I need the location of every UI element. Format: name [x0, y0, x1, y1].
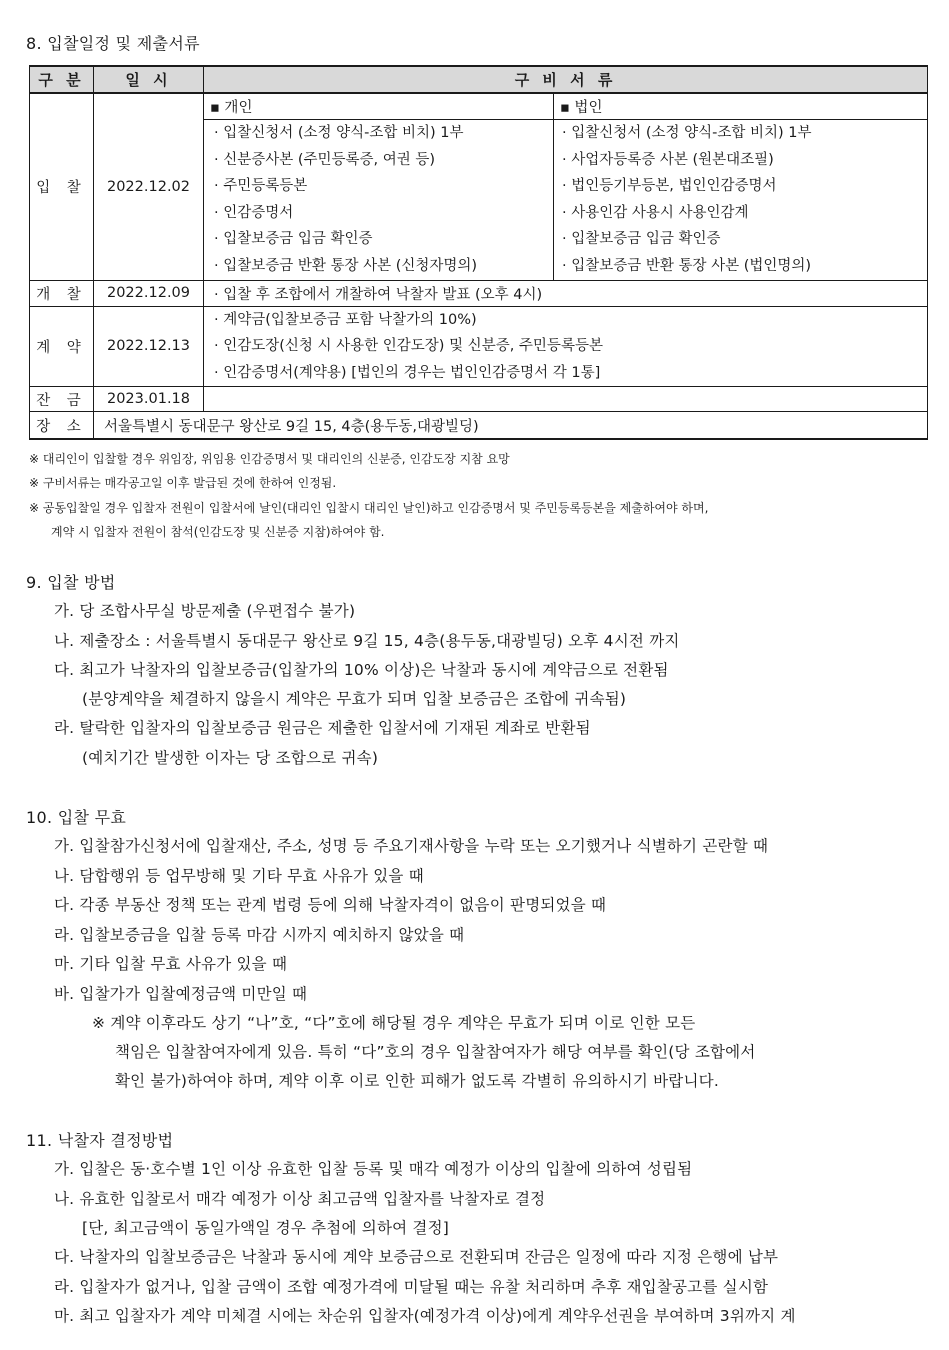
table-row-bid: [30, 93, 928, 120]
opening-detail: · 입찰 후 조합에서 개찰하여 낙찰자 발표 (오후 4시): [204, 280, 928, 306]
note-joint-bid-cont: 계약 시 입찰자 전원이 참석(인감도장 및 신분증 지참)하여야 함.: [51, 525, 385, 539]
note-line: 확인 불가)하여야 하며, 계약 이후 이로 인한 피해가 없도록 각별히 유의하시기 바랍니다.: [115, 1072, 719, 1090]
list-item: · 주민등록등본: [214, 178, 308, 195]
list-item: 나. 담합행위 등 업무방해 및 기타 무효 사유가 있을 때: [54, 867, 424, 885]
header-documents: 구 비 서 류: [204, 66, 928, 93]
list-item: 다. 최고가 낙찰자의 입찰보증금(입찰가의 10% 이상)은 낙찰과 동시에 계약금으로 전환됨: [54, 661, 669, 679]
list-item: 마. 최고 입찰자가 계약 미체결 시에는 차순위 입찰자(예정가격 이상)에게 계약우선권을 부여하며 3위까지 계: [54, 1307, 796, 1325]
header-datetime: 일 시: [94, 66, 204, 93]
list-item: · 입찰신청서 (소정 양식-조합 비치) 1부: [562, 125, 812, 141]
list-item: · 사업자등록증 사본 (원본대조필): [562, 151, 774, 168]
balance-date: 2023.01.18: [94, 387, 204, 412]
contract-date: 2022.12.13: [94, 306, 204, 387]
opening-date: 2022.12.09: [94, 280, 204, 306]
individual-header: ▪ 개인: [204, 93, 554, 120]
list-item: · 인감증명서: [214, 204, 294, 221]
list-item: 가. 입찰은 동·호수별 1인 이상 유효한 입찰 등록 및 매각 예정가 이상의 입찰에 의하여 성립됨: [54, 1160, 693, 1178]
individual-docs: [204, 120, 554, 281]
list-item: · 사용인감 사용시 사용인감계: [562, 204, 749, 221]
balance-label: 잔 금: [30, 387, 94, 412]
list-item: · 계약금(입찰보증금 포함 낙찰가의 10%): [214, 311, 477, 328]
list-item: 바. 입찰가가 입찰예정금액 미만일 때: [54, 985, 308, 1003]
list-item: · 입찰보증금 입금 확인증: [214, 231, 373, 248]
corporate-header: ▪ 법인: [554, 93, 928, 120]
note-documents: ※ 구비서류는 매각공고일 이후 발급된 것에 한하여 인정됨.: [29, 476, 337, 490]
note-proxy: ※ 대리인이 입찰할 경우 위임장, 위임용 인감증명서 및 대리인의 신분증, 인감도장 지참 요망: [29, 452, 510, 466]
bid-date: 2022.12.02: [94, 93, 204, 280]
list-item: 다. 낙찰자의 입찰보증금은 낙찰과 동시에 계약 보증금으로 전환되며 잔금은 일정에 따라 지정 은행에 납부: [54, 1248, 779, 1266]
list-item: 라. 탈락한 입찰자의 입찰보증금 원금은 제출한 입찰서에 기재된 계좌로 반환됨: [54, 719, 591, 737]
note-line: ※ 계약 이후라도 상기 “나”호, “다”호에 해당될 경우 계약은 무효가 되며 이로 인한 모든: [92, 1014, 696, 1032]
table-row-contract: [30, 306, 928, 387]
list-item: 다. 각종 부동산 정책 또는 관계 법령 등에 의해 낙찰자격이 없음이 판명되었을 때: [54, 896, 607, 914]
table-header-row: [30, 66, 928, 93]
list-item: (분양계약을 체결하지 않을시 계약은 무효가 되며 입찰 보증금은 조합에 귀속됨): [82, 690, 627, 708]
list-item: 나. 제출장소 : 서울특별시 동대문구 왕산로 9길 15, 4층(용두동,대광빌딩) 오후 4시전 까지: [54, 632, 680, 650]
corporate-docs: [554, 120, 928, 281]
place-label: 장 소: [30, 412, 94, 440]
section-9-title: 9. 입찰 방법: [26, 573, 116, 592]
list-item: · 입찰보증금 반환 통장 사본 (법인명의): [562, 257, 812, 274]
list-item: 가. 당 조합사무실 방문제출 (우편접수 불가): [54, 602, 356, 620]
list-item: · 법인등기부등본, 법인인감증명서: [562, 178, 777, 195]
balance-empty: [204, 387, 928, 412]
header-category: 구 분: [30, 66, 94, 93]
section-8-title: 8. 입찰일정 및 제출서류: [26, 34, 200, 53]
list-item: [단, 최고금액이 동일가액일 경우 추첨에 의하여 결정]: [82, 1219, 450, 1237]
table-row-balance: [30, 387, 928, 412]
contract-docs: [204, 306, 928, 387]
table-row-place: [30, 412, 928, 440]
list-item: · 신분증사본 (주민등록증, 여권 등): [214, 151, 436, 168]
list-item: · 입찰보증금 반환 통장 사본 (신청자명의): [214, 257, 478, 274]
schedule-table: [29, 65, 928, 440]
list-item: 가. 입찰참가신청서에 입찰재산, 주소, 성명 등 주요기재사항을 누락 또는 오기했거나 식별하기 곤란할 때: [54, 837, 769, 855]
note-line: 책임은 입찰참여자에게 있음. 특히 “다”호의 경우 입찰참여자가 해당 여부를 확인(당 조합에서: [115, 1043, 756, 1061]
section-10-title: 10. 입찰 무효: [26, 808, 127, 827]
section-11-title: 11. 낙찰자 결정방법: [26, 1131, 174, 1150]
place-value: 서울특별시 동대문구 왕산로 9길 15, 4층(용두동,대광빌딩): [94, 412, 928, 440]
list-item: (예치기간 발생한 이자는 당 조합으로 귀속): [82, 749, 379, 767]
list-item: · 인감도장(신청 시 사용한 인감도장) 및 신분증, 주민등록등본: [214, 338, 603, 355]
list-item: · 입찰보증금 입금 확인증: [562, 231, 721, 248]
opening-label: 개 찰: [30, 280, 94, 306]
list-item: 라. 입찰보증금을 입찰 등록 마감 시까지 예치하지 않았을 때: [54, 926, 465, 944]
list-item: 라. 입찰자가 없거나, 입찰 금액이 조합 예정가격에 미달될 때는 유찰 처리하며 추후 재입찰공고를 실시함: [54, 1278, 769, 1296]
list-item: 나. 유효한 입찰로서 매각 예정가 이상 최고금액 입찰자를 낙찰자로 결정: [54, 1190, 546, 1208]
bid-label: 입 찰: [30, 93, 94, 280]
list-item: 마. 기타 입찰 무효 사유가 있을 때: [54, 955, 288, 973]
contract-label: 계 약: [30, 306, 94, 387]
note-joint-bid: ※ 공동입찰일 경우 입찰자 전원이 입찰서에 날인(대리인 입찰시 대리인 날인)하고 인감증명서 및 주민등록등본을 제출하여야 하며,: [29, 501, 709, 515]
list-item: · 입찰신청서 (소정 양식-조합 비치) 1부: [214, 125, 464, 141]
list-item: · 인감증명서(계약용) [법인의 경우는 법인인감증명서 각 1통]: [214, 364, 601, 381]
table-row-opening: [30, 280, 928, 306]
